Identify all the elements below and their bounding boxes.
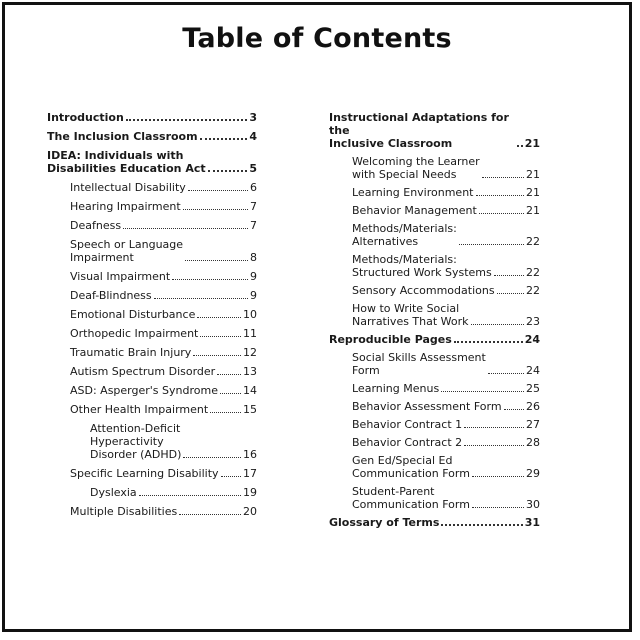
- toc-entry-title: Social Skills Assessment Form: [352, 351, 486, 377]
- toc-entry[interactable]: [70, 219, 257, 232]
- toc-page: [2, 2, 632, 632]
- toc-page-number: 14: [243, 384, 257, 397]
- toc-entry-title: Deaf-Blindness: [70, 289, 152, 302]
- toc-entry-title: Emotional Disturbance: [70, 308, 196, 321]
- toc-entry-title: Autism Spectrum Disorder: [70, 365, 216, 378]
- dot-leader: [123, 228, 248, 229]
- toc-entry[interactable]: [352, 302, 540, 328]
- toc-entry[interactable]: [70, 200, 257, 213]
- dot-leader: [210, 412, 241, 413]
- toc-page-number: 6: [250, 181, 257, 194]
- toc-page-number: 25: [526, 382, 540, 395]
- toc-page-number: 22: [526, 266, 540, 279]
- toc-entry[interactable]: [352, 222, 540, 248]
- toc-entry-title: Methods/Materials: Alternatives: [352, 222, 457, 248]
- toc-entry-title: Hearing Impairment: [70, 200, 181, 213]
- toc-entry[interactable]: [70, 308, 257, 321]
- toc-entry-title: Behavior Contract 2: [352, 436, 463, 449]
- toc-entry-title: Learning Menus: [352, 382, 440, 395]
- dot-leader: [464, 445, 524, 446]
- dot-leader: [488, 373, 524, 374]
- toc-entry-title: Dyslexia: [90, 486, 137, 499]
- toc-entry[interactable]: [352, 253, 540, 279]
- toc-section-entry[interactable]: [47, 149, 257, 175]
- toc-page-number: 21: [526, 204, 540, 217]
- toc-entry-title: Reproducible Pages: [329, 333, 452, 346]
- toc-page-number: 19: [243, 486, 257, 499]
- page-title: Table of Contents: [182, 23, 452, 54]
- dot-leader: [220, 393, 241, 394]
- toc-entry[interactable]: [70, 181, 257, 194]
- toc-page-number: 16: [243, 448, 257, 461]
- dot-leader: [217, 374, 241, 375]
- toc-page-number: 24: [524, 333, 540, 346]
- toc-page-number: 8: [250, 251, 257, 264]
- toc-entry[interactable]: [352, 436, 540, 449]
- dot-leader: [441, 391, 524, 392]
- toc-entry-title: Multiple Disabilities: [70, 505, 178, 518]
- toc-page-number: 29: [526, 467, 540, 480]
- toc-page-number: 28: [526, 436, 540, 449]
- toc-entry[interactable]: [352, 186, 540, 199]
- toc-entry-title: How to Write Social Narratives That Work: [352, 302, 469, 328]
- toc-page-number: 9: [250, 289, 257, 302]
- toc-page-number: 22: [526, 284, 540, 297]
- dot-leader: [208, 170, 248, 172]
- toc-page-number: 26: [526, 400, 540, 413]
- toc-entry-title: The Inclusion Classroom: [47, 130, 198, 143]
- toc-entry[interactable]: [352, 454, 540, 480]
- toc-page-number: 27: [526, 418, 540, 431]
- toc-entry[interactable]: [70, 327, 257, 340]
- toc-entry-title: Behavior Management: [352, 204, 477, 217]
- toc-entry-title: Attention-Deficit Hyperactivity Disorder (ADHD): [90, 422, 182, 461]
- dot-leader: [472, 476, 524, 477]
- toc-page-number: 13: [243, 365, 257, 378]
- toc-entry[interactable]: [70, 238, 257, 264]
- toc-page-number: 5: [249, 162, 257, 175]
- toc-entry[interactable]: [70, 467, 257, 480]
- toc-entry[interactable]: [90, 486, 257, 499]
- toc-entry[interactable]: [352, 382, 540, 395]
- toc-page-number: 7: [250, 219, 257, 232]
- toc-page-number: 21: [524, 137, 540, 150]
- toc-entry-title: Glossary of Terms: [329, 516, 440, 529]
- toc-entry-title: IDEA: Individuals with Disabilities Education Act: [47, 149, 206, 175]
- toc-section-entry[interactable]: [329, 333, 540, 346]
- toc-page-number: 21: [526, 186, 540, 199]
- toc-entry-title: Specific Learning Disability: [70, 467, 219, 480]
- toc-entry-title: Learning Environment: [352, 186, 474, 199]
- dot-leader: [179, 514, 241, 515]
- toc-entry[interactable]: [70, 384, 257, 397]
- toc-page-number: 20: [243, 505, 257, 518]
- toc-entry[interactable]: [352, 284, 540, 297]
- toc-entry[interactable]: [70, 346, 257, 359]
- dot-leader: [459, 244, 524, 245]
- dot-leader: [183, 457, 241, 458]
- toc-entry[interactable]: [352, 155, 540, 181]
- toc-page-number: 9: [250, 270, 257, 283]
- toc-entry[interactable]: [352, 351, 540, 377]
- dot-leader: [139, 495, 241, 496]
- toc-entry[interactable]: [70, 365, 257, 378]
- toc-entry-title: Welcoming the Learner with Special Needs: [352, 155, 480, 181]
- toc-entry-title: Sensory Accommodations: [352, 284, 495, 297]
- toc-entry-title: Behavior Assessment Form: [352, 400, 502, 413]
- toc-entry-title: Intellectual Disability: [70, 181, 186, 194]
- toc-entry[interactable]: [70, 270, 257, 283]
- toc-entry-title: Gen Ed/Special Ed Communication Form: [352, 454, 470, 480]
- toc-entry-title: Behavior Contract 1: [352, 418, 463, 431]
- dot-leader: [476, 195, 525, 196]
- toc-page-number: 10: [243, 308, 257, 321]
- toc-entry-title: Deafness: [70, 219, 122, 232]
- toc-entry[interactable]: [90, 422, 257, 461]
- dot-leader: [464, 427, 524, 428]
- dot-leader: [126, 119, 248, 121]
- toc-page-number: 11: [243, 327, 257, 340]
- toc-section-entry[interactable]: [329, 516, 540, 529]
- toc-entry-title: Introduction: [47, 111, 124, 124]
- toc-page-number: 30: [526, 498, 540, 511]
- dot-leader: [188, 190, 248, 191]
- toc-entry-title: Traumatic Brain Injury: [70, 346, 192, 359]
- dot-leader: [471, 324, 524, 325]
- toc-entry[interactable]: [70, 403, 257, 416]
- toc-page-number: 12: [243, 346, 257, 359]
- toc-entry[interactable]: [70, 289, 257, 302]
- toc-section-entry[interactable]: [47, 111, 257, 124]
- toc-entry-title: ASD: Asperger's Syndrome: [70, 384, 218, 397]
- dot-leader: [183, 209, 248, 210]
- dot-leader: [454, 341, 523, 343]
- toc-entry-title: Visual Impairment: [70, 270, 171, 283]
- dot-leader: [494, 275, 524, 276]
- toc-entry-title: Orthopedic Impairment: [70, 327, 199, 340]
- dot-leader: [197, 317, 241, 318]
- toc-entry-title: Methods/Materials: Structured Work Systems: [352, 253, 492, 279]
- toc-page-number: 7: [250, 200, 257, 213]
- toc-page-number: 17: [243, 467, 257, 480]
- dot-leader: [482, 177, 524, 178]
- dot-leader: [193, 355, 241, 356]
- toc-entry-title: Instructional Adaptations for the Inclusive Classroom: [329, 111, 509, 150]
- dot-leader: [479, 213, 524, 214]
- toc-entry-title: Speech or Language Impairment: [70, 238, 184, 264]
- toc-entry[interactable]: [352, 204, 540, 217]
- dot-leader: [497, 293, 524, 294]
- toc-left-column: [47, 109, 257, 524]
- toc-page-number: 4: [249, 130, 257, 143]
- dot-leader: [517, 145, 523, 147]
- toc-section-entry[interactable]: [47, 130, 257, 143]
- dot-leader: [185, 260, 248, 261]
- toc-entry[interactable]: [352, 418, 540, 431]
- toc-page-number: 15: [243, 403, 257, 416]
- toc-page-number: 23: [526, 315, 540, 328]
- toc-entry[interactable]: [70, 505, 257, 518]
- toc-page-number: 31: [524, 516, 540, 529]
- toc-page-number: 24: [526, 364, 540, 377]
- toc-entry[interactable]: [352, 485, 540, 511]
- dot-leader: [172, 279, 248, 280]
- dot-leader: [200, 336, 241, 337]
- dot-leader: [154, 298, 248, 299]
- toc-section-entry[interactable]: [329, 111, 540, 150]
- dot-leader: [200, 138, 248, 140]
- dot-leader: [221, 476, 241, 477]
- dot-leader: [472, 507, 524, 508]
- toc-page-number: 21: [526, 168, 540, 181]
- toc-page-number: 3: [249, 111, 257, 124]
- toc-page-number: 22: [526, 235, 540, 248]
- dot-leader: [441, 524, 522, 526]
- toc-entry-title: Other Health Impairment: [70, 403, 209, 416]
- toc-entry-title: Student-Parent Communication Form: [352, 485, 470, 511]
- toc-entry[interactable]: [352, 400, 540, 413]
- toc-right-column: [329, 109, 540, 534]
- dot-leader: [504, 409, 524, 410]
